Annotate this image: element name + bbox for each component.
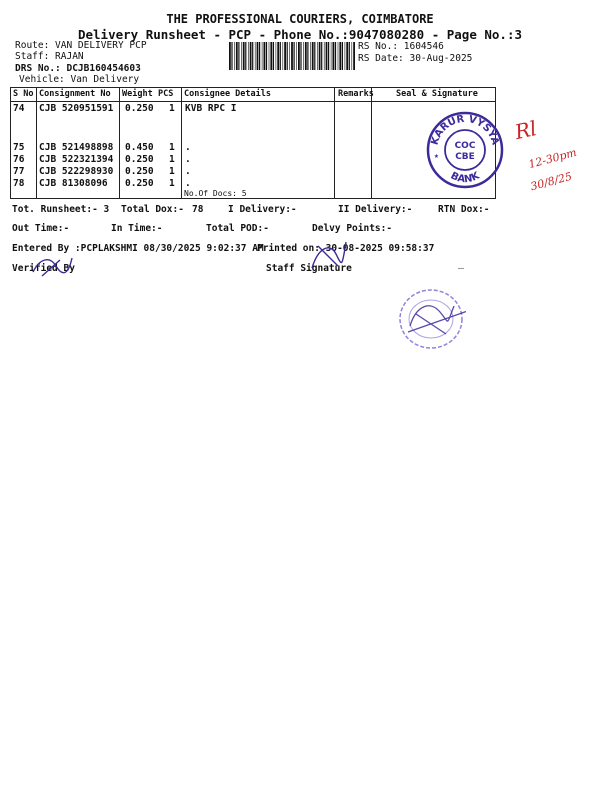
row-consignment: CJB 81308096	[39, 178, 108, 189]
row-consignment: CJB 520951591	[39, 103, 114, 114]
total-dox: Total Dox:-	[121, 204, 184, 215]
row-pcs: 1	[169, 166, 175, 177]
svg-text:★: ★	[434, 151, 439, 160]
runsheet-table	[10, 87, 501, 199]
stamp-center-line1: COC	[454, 141, 476, 151]
row-consignment: CJB 522298930	[39, 166, 114, 177]
col-header-consignment: Consignment No	[39, 89, 111, 99]
col-header-seal: Seal & Signature	[396, 89, 478, 99]
row-pcs: 1	[169, 142, 175, 153]
rtn-dox: RTN Dox:-	[438, 204, 490, 215]
rs-date: RS Date: 30-Aug-2025	[358, 53, 473, 64]
entered-by: Entered By :PCPLAKSHMI 08/30/2025 9:02:37 AM	[12, 243, 264, 254]
drs-number: DRS No.: DCJB160454603	[15, 63, 141, 74]
row-consignee: .	[185, 178, 191, 189]
bank-seal-stamp	[425, 110, 505, 190]
row-consignee: .	[185, 154, 191, 165]
row-sno: 75	[13, 142, 25, 153]
out-time: Out Time:-	[12, 223, 70, 234]
row-sno: 78	[13, 178, 25, 189]
company-name: THE PROFESSIONAL COURIERS, COIMBATORE	[166, 12, 434, 26]
col-header-pcs: PCS	[158, 89, 174, 99]
row-sno: 77	[13, 166, 25, 177]
faded-round-stamp	[396, 286, 466, 352]
tot-runsheet: Tot. Runsheet:- 3	[12, 204, 110, 215]
col-header-remarks: Remarks	[338, 89, 374, 99]
row-weight: 0.250	[125, 103, 154, 114]
no-of-docs: No.Of Docs: 5	[184, 189, 247, 198]
row-weight: 0.250	[125, 154, 154, 165]
col-header-sno: S No	[13, 89, 34, 99]
i-delivery: I Delivery:-	[228, 204, 297, 215]
printed-on: Printed on: 30-08-2025 09:58:37	[257, 243, 435, 254]
stamp-top-text: KARUR VYSYA	[429, 113, 501, 147]
row-weight: 0.250	[125, 178, 154, 189]
rs-number: RS No.: 1604546	[358, 41, 444, 52]
row-weight: 0.250	[125, 166, 154, 177]
stamp-bottom-text: BANK	[448, 170, 482, 186]
handwritten-date: 30/8/25	[529, 169, 574, 194]
row-consignee: .	[185, 142, 191, 153]
staff-label: Staff: RAJAN	[15, 51, 84, 62]
staff-signature-label: Staff Signature	[266, 263, 352, 274]
row-sno: 76	[13, 154, 25, 165]
row-pcs: 1	[169, 178, 175, 189]
row-consignee: .	[185, 166, 191, 177]
runsheet-title: Delivery Runsheet - PCP - Phone No.:9047080280 - Page No.:3	[77, 27, 522, 42]
col-header-consignee: Consignee Details	[184, 89, 271, 99]
row-weight: 0.450	[125, 142, 154, 153]
route-label: Route: VAN DELIVERY PCP	[15, 40, 147, 51]
col-header-weight: Weight	[122, 89, 153, 99]
total-pod: Total POD:-	[206, 223, 269, 234]
divider-mark	[458, 268, 464, 269]
row-consignee: KVB RPC I	[185, 103, 237, 114]
handwritten-time: 12-30pm	[527, 145, 579, 172]
row-pcs: 1	[169, 103, 175, 114]
svg-text:BANK	[449, 170, 483, 185]
staff-signature-scribble	[308, 238, 348, 274]
in-time: In Time:-	[111, 223, 163, 234]
row-sno: 74	[13, 103, 25, 114]
handwritten-initials: Rl	[512, 116, 539, 144]
delvy-points: Delvy Points:-	[312, 223, 393, 234]
verified-signature-scribble	[30, 254, 75, 280]
verified-by: Verified By	[12, 263, 75, 274]
ii-delivery: II Delivery:-	[338, 204, 413, 215]
stamp-center-line2: CBE	[455, 152, 475, 162]
row-consignment: CJB 522321394	[39, 154, 114, 165]
row-pcs: 1	[169, 154, 175, 165]
row-consignment: CJB 521498898	[39, 142, 114, 153]
total-dox-value: 78	[192, 204, 204, 215]
barcode	[229, 42, 355, 70]
vehicle-label: Vehicle: Van Delivery	[19, 74, 140, 85]
